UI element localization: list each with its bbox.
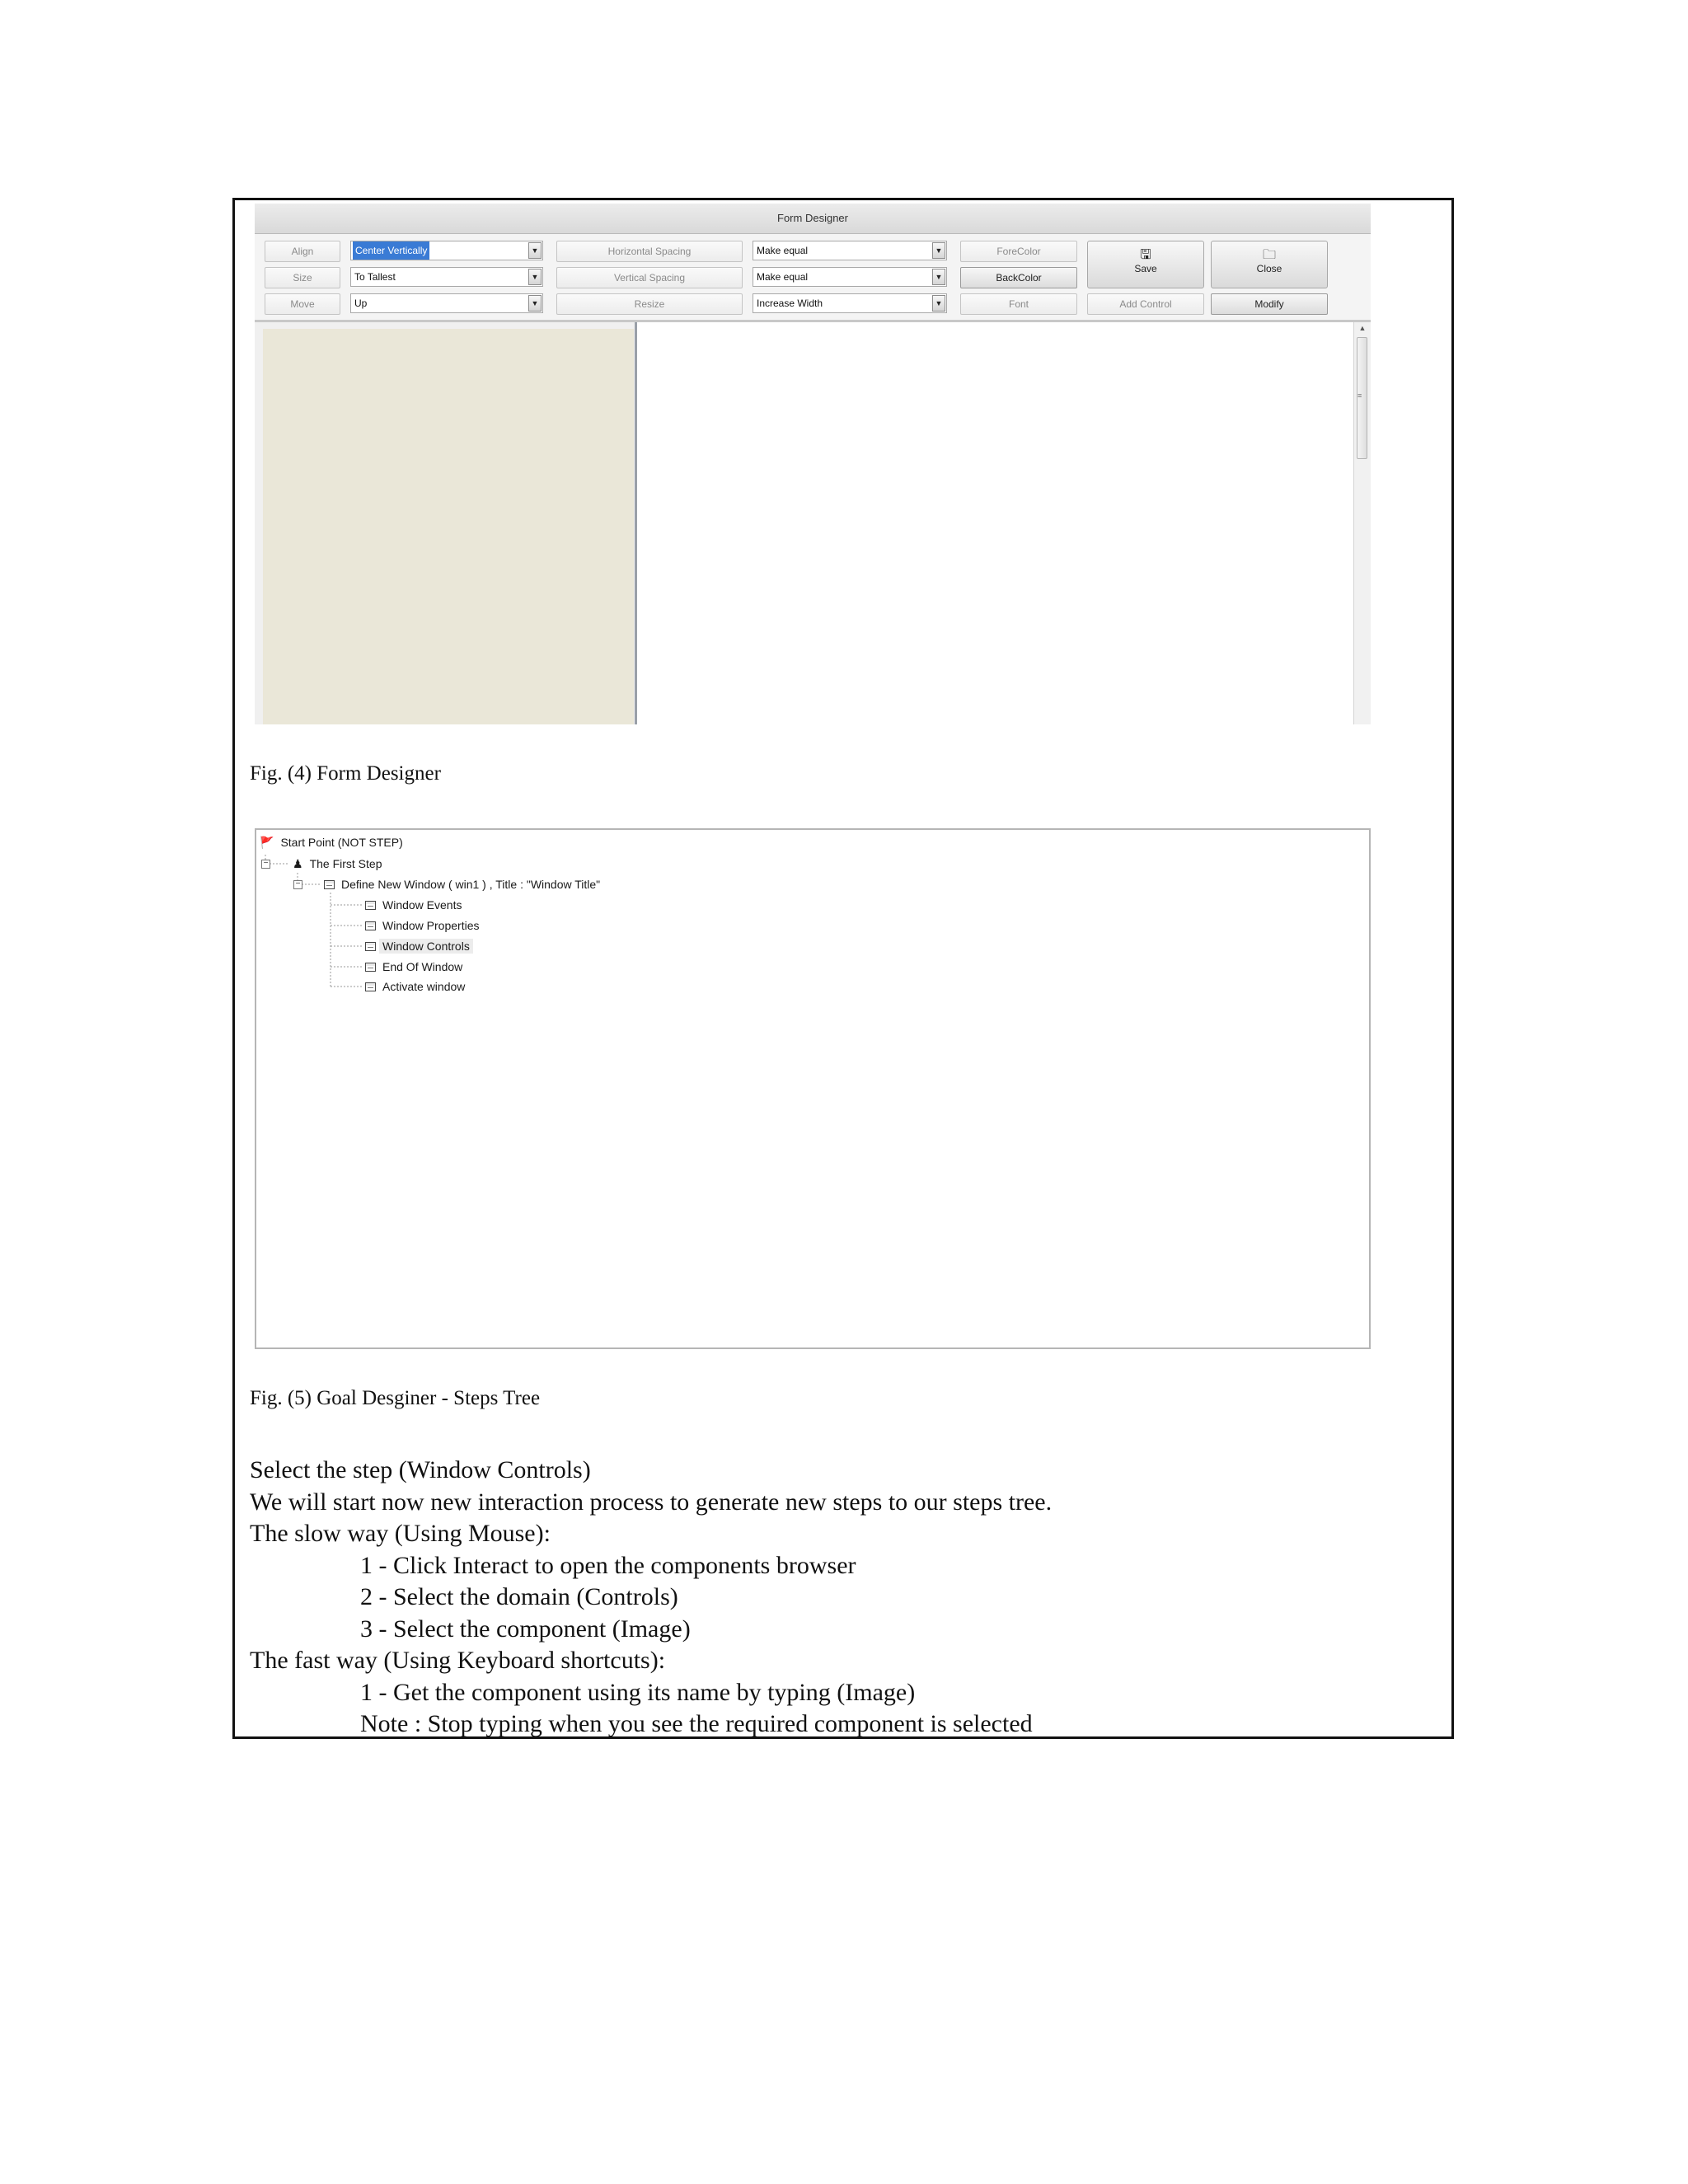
window-icon — [365, 942, 376, 951]
form-designer-toolbar — [255, 234, 1371, 322]
window-icon — [365, 921, 376, 930]
tree-node-label: The First Step — [309, 857, 382, 870]
text-line-indented: 2 - Select the domain (Controls) — [360, 1583, 678, 1610]
scroll-up-icon[interactable]: ▲ — [1358, 324, 1367, 332]
vertical-spacing-button[interactable]: Vertical Spacing — [556, 267, 743, 288]
add-control-button[interactable]: Add Control — [1087, 293, 1204, 315]
forecolor-button[interactable]: ForeColor — [960, 241, 1077, 262]
text-line-indented: Note : Stop typing when you see the required component is selected — [360, 1710, 1033, 1737]
move-select[interactable] — [350, 293, 543, 313]
tree-node-label: Activate window — [382, 980, 466, 993]
text-line: The fast way (Using Keyboard shortcuts): — [250, 1647, 666, 1674]
floppy-disk-icon: 🖫 — [1140, 248, 1151, 262]
tree-node-label: Window Events — [382, 898, 462, 912]
instructions-text — [250, 1455, 1052, 1741]
vertical-spacing-value: Make equal — [757, 271, 809, 283]
text-line: We will start now new interaction process to generate new steps to our steps tree. — [250, 1488, 1053, 1516]
tree-node-first-step[interactable] — [293, 855, 382, 873]
tree-node-label: Start Point (NOT STEP) — [280, 836, 403, 849]
window-icon — [365, 963, 376, 972]
step-person-icon: ♟ — [293, 856, 303, 870]
tree-node-label: End Of Window — [382, 960, 463, 973]
chevron-down-icon[interactable]: ▼ — [528, 242, 542, 259]
form-preview-panel — [255, 322, 637, 724]
document-page-frame — [232, 198, 1454, 1739]
tree-node-define-window[interactable] — [324, 875, 600, 893]
form-canvas[interactable] — [263, 329, 634, 724]
chevron-down-icon[interactable]: ▼ — [932, 242, 945, 259]
text-line: The slow way (Using Mouse): — [250, 1520, 551, 1547]
figure-5-caption: Fig. (5) Goal Desginer - Steps Tree — [250, 1387, 541, 1409]
save-button-label: Save — [1134, 263, 1157, 274]
tree-node-window-controls[interactable] — [365, 937, 473, 955]
chevron-down-icon[interactable]: ▼ — [932, 295, 945, 312]
align-select[interactable] — [350, 241, 543, 260]
window-icon — [365, 901, 376, 910]
close-button[interactable] — [1211, 241, 1328, 288]
font-button[interactable]: Font — [960, 293, 1077, 315]
form-designer-workspace — [255, 322, 1371, 724]
tree-node-label: Window Properties — [382, 919, 480, 932]
tree-node-start-point[interactable] — [260, 833, 403, 851]
window-icon — [365, 982, 376, 991]
horizontal-spacing-button[interactable]: Horizontal Spacing — [556, 241, 743, 262]
size-select[interactable] — [350, 267, 543, 287]
properties-area — [637, 322, 1371, 724]
tree-node-label: Define New Window ( win1 ) , Title : "Window Title" — [341, 878, 601, 891]
window-icon — [324, 880, 335, 889]
folder-close-icon: 🗀 — [1262, 248, 1276, 262]
save-button[interactable] — [1087, 241, 1204, 288]
chevron-down-icon[interactable]: ▼ — [528, 269, 542, 285]
tree-node-label: Window Controls — [379, 939, 473, 954]
scroll-grip-icon: ≡ — [1357, 391, 1362, 400]
form-designer-title: Form Designer — [255, 204, 1371, 234]
text-line-indented: 3 - Select the component (Image) — [360, 1615, 691, 1643]
size-button[interactable]: Size — [265, 267, 340, 288]
start-point-icon: 🚩 — [260, 835, 274, 849]
vertical-scrollbar[interactable] — [1353, 322, 1371, 724]
horizontal-spacing-value: Make equal — [757, 245, 809, 256]
resize-button[interactable]: Resize — [556, 293, 743, 315]
chevron-down-icon[interactable]: ▼ — [932, 269, 945, 285]
align-button[interactable]: Align — [265, 241, 340, 262]
resize-value: Increase Width — [757, 298, 823, 309]
collapse-icon[interactable]: − — [293, 880, 302, 889]
size-select-value: To Tallest — [354, 271, 396, 283]
close-button-label: Close — [1256, 263, 1282, 274]
text-line-indented: 1 - Get the component using its name by typing (Image) — [360, 1678, 916, 1706]
collapse-icon[interactable]: − — [261, 860, 270, 869]
tree-node-window-properties[interactable] — [365, 916, 480, 935]
figure-4-caption: Fig. (4) Form Designer — [250, 762, 441, 785]
tree-node-activate-window[interactable] — [365, 977, 465, 996]
modify-button[interactable]: Modify — [1211, 293, 1328, 315]
chevron-down-icon[interactable]: ▼ — [528, 295, 542, 312]
resize-select[interactable] — [753, 293, 947, 313]
text-line: Select the step (Window Controls) — [250, 1456, 591, 1483]
move-select-value: Up — [354, 298, 368, 309]
steps-tree-panel — [255, 828, 1371, 1349]
tree-node-end-of-window[interactable] — [365, 958, 462, 976]
tree-node-window-events[interactable] — [365, 896, 462, 914]
horizontal-spacing-select[interactable] — [753, 241, 947, 260]
move-button[interactable]: Move — [265, 293, 340, 315]
align-select-value: Center Vertically — [353, 241, 429, 260]
text-line-indented: 1 - Click Interact to open the components browser — [360, 1551, 856, 1579]
vertical-spacing-select[interactable] — [753, 267, 947, 287]
form-designer-window — [255, 204, 1371, 724]
backcolor-button[interactable]: BackColor — [960, 267, 1077, 288]
